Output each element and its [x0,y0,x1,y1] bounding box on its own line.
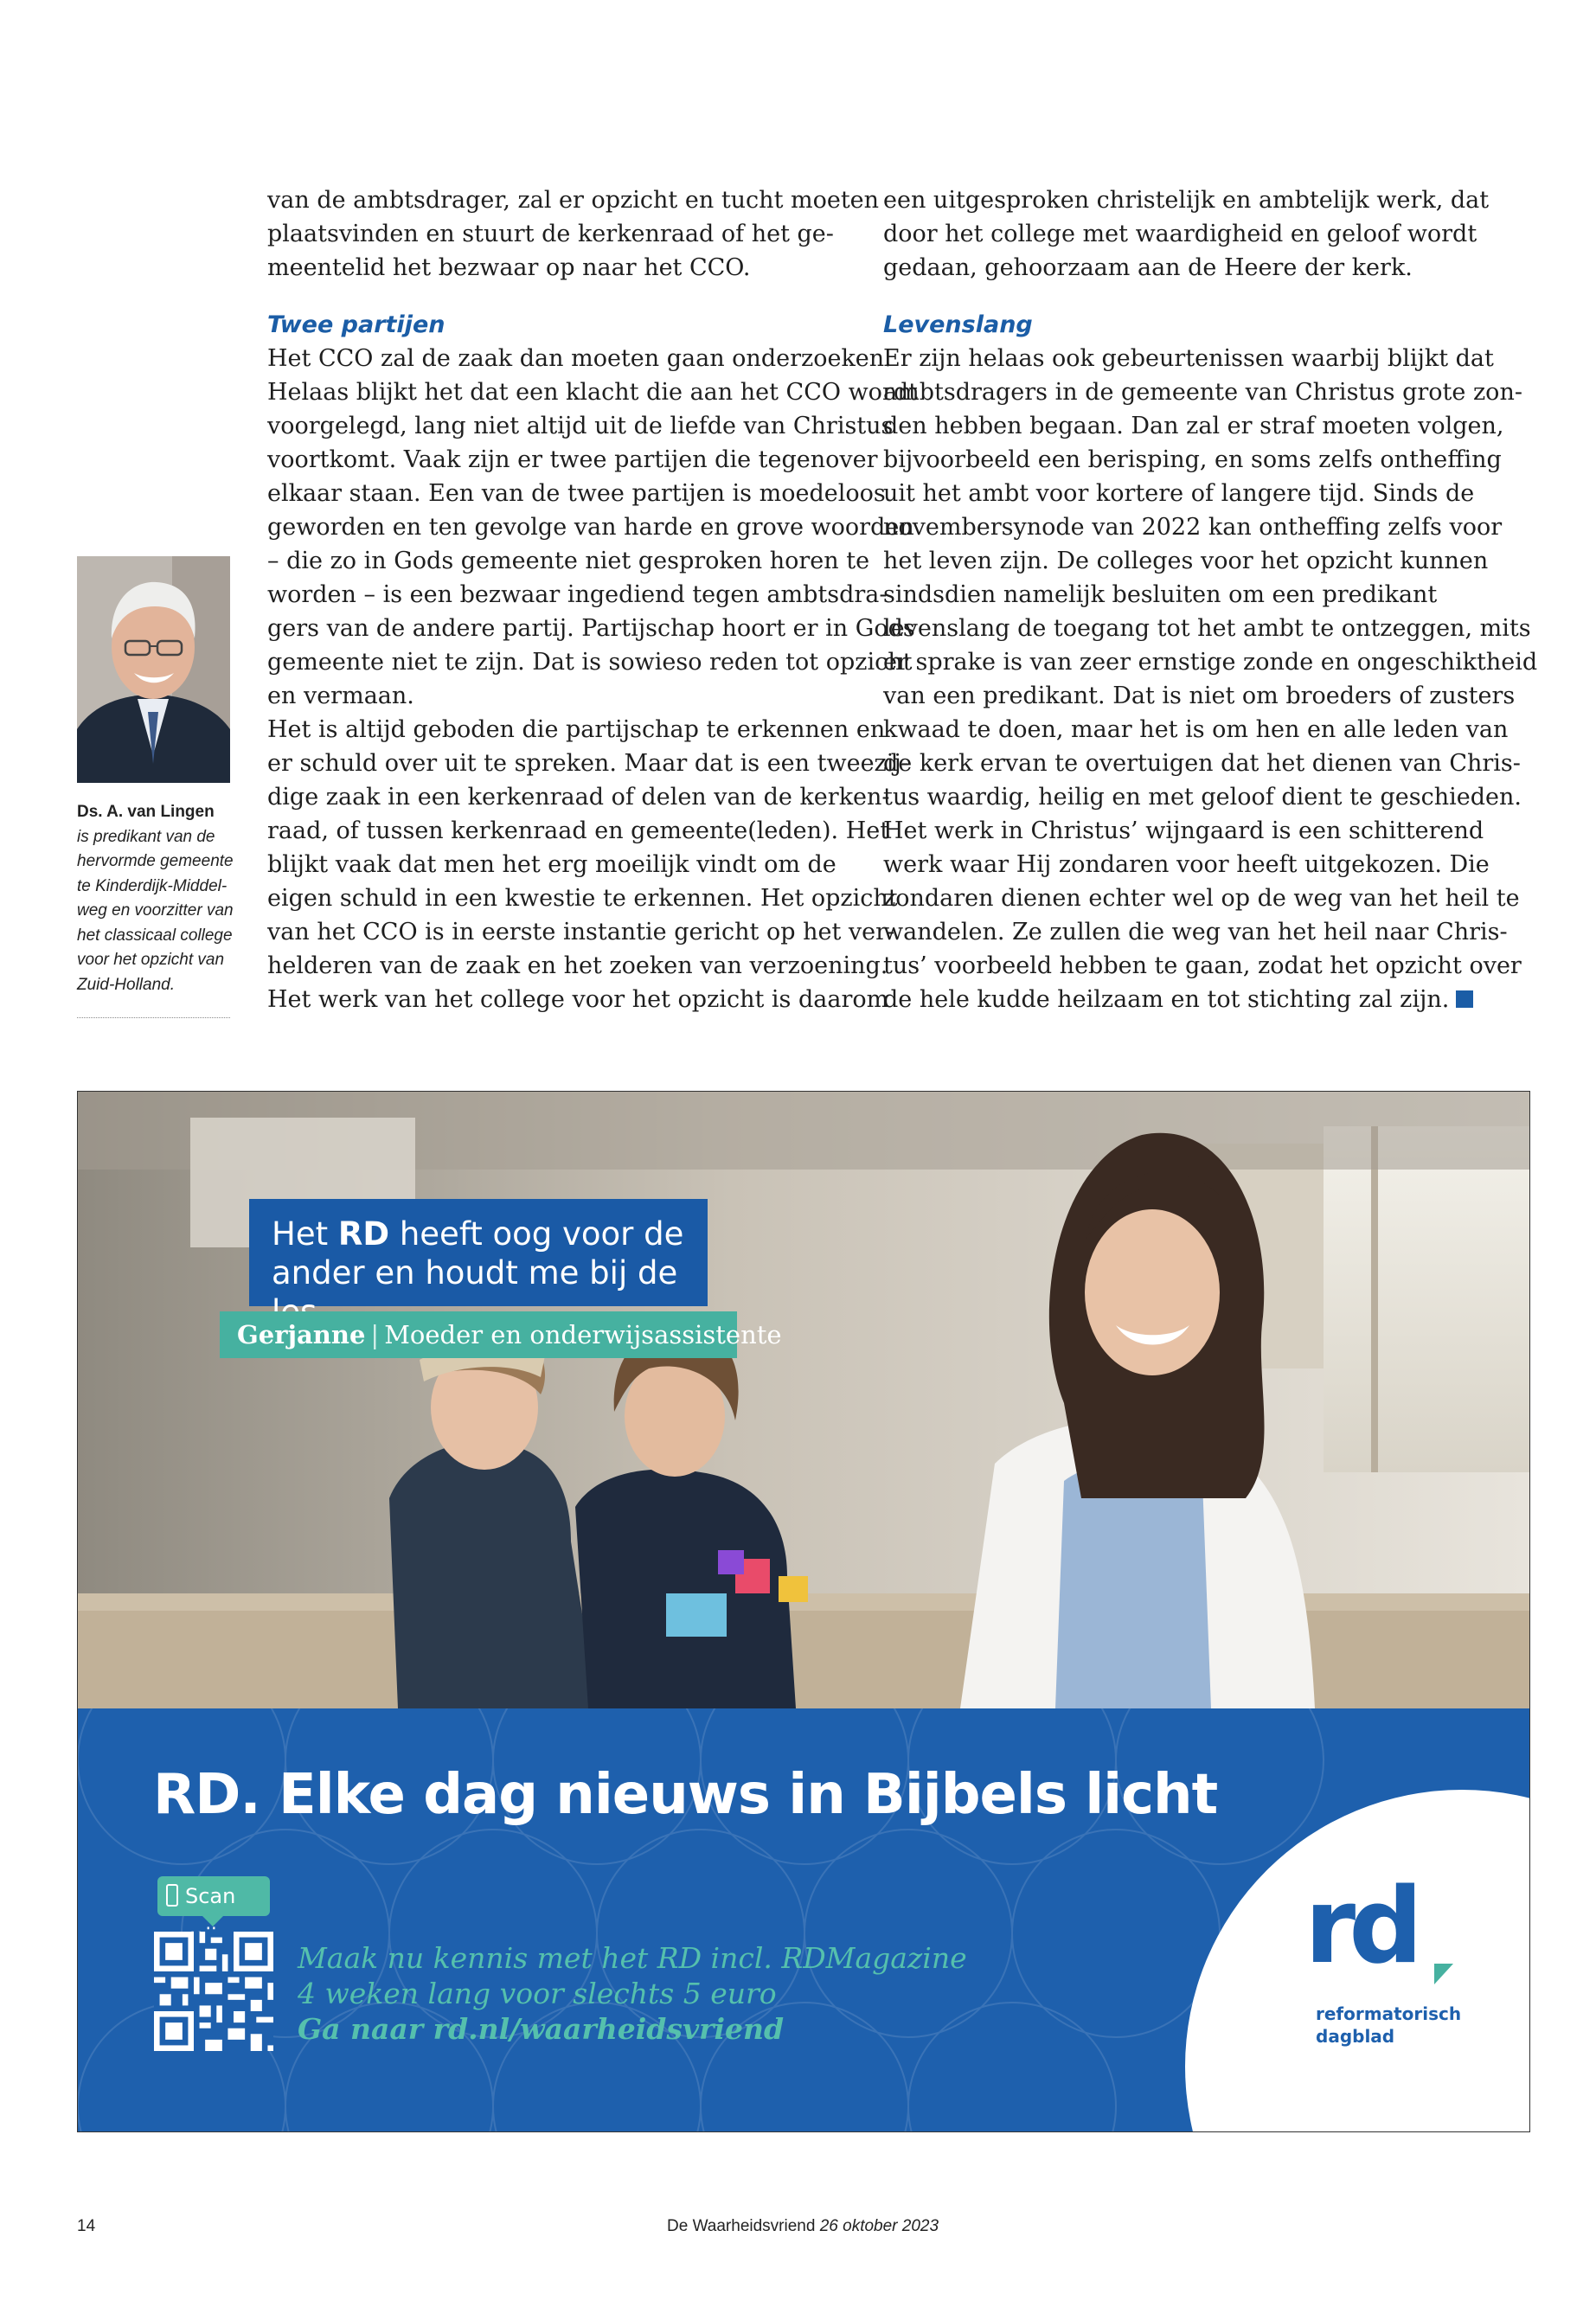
text-line: de hele kudde heilzaam en tot stichting zal zijn. [883,983,1456,1016]
text-line: den hebben begaan. Dan zal er straf moeten volgen, [883,413,1504,439]
text-line: geworden en ten gevolge van harde en grove woorden [267,514,914,541]
ad-url-link[interactable]: Ga naar rd.nl/waarheidsvriend [298,2012,785,2046]
text-line: voor het opzicht van [77,951,225,969]
text-line: Zuid-Holland. [77,975,175,994]
text-line: van de ambtsdrager, zal er opzicht en tucht moeten [267,187,880,214]
page-number: 14 [77,2217,96,2235]
author-rule [77,1017,230,1018]
text-line: weg en voorzitter van [77,901,234,920]
ad-headline: RD. Elke dag nieuws in Bijbels licht [153,1763,1218,1827]
text-line: gedaan, gehoorzaam aan de Heere der kerk. [883,254,1413,281]
text-line: – die zo in Gods gemeente niet gesproken horen te [267,548,870,574]
text-line: is predikant van de [77,827,215,846]
text-line: hervormde gemeente [77,852,234,870]
text-line: van een predikant. Dat is niet om broeders of zusters [883,683,1516,709]
text-line: novembersynode van 2022 kan ontheffing zelfs voor [883,514,1503,541]
ad-blue-band [78,1708,1529,2131]
text-line: er sprake is van zeer ernstige zonde en ongeschiktheid [883,649,1538,676]
rd-logo-mark [1304,1877,1460,1990]
text-line: gemeente niet te zijn. Dat is sowieso reden tot opzicht [267,649,913,676]
text-line: zondaren dienen echter wel op de weg van het heil te [883,885,1520,912]
svg-text:rd: rd [1304,1877,1417,1987]
author-photo [77,556,230,783]
subhead-levenslang: Levenslang [883,311,1033,338]
rd-advertisement[interactable] [77,1091,1530,2132]
article-column-left [267,183,918,1016]
ad-classroom-photo [78,1092,1529,1708]
text-line: te Kinderdijk-Middel- [77,876,228,895]
text-line: plaatsvinden en stuurt de kerkenraad of het ge- [267,221,834,247]
left-body [267,342,918,1016]
text-line: levenslang de toegang tot het ambt te ontzeggen, mits [883,615,1531,642]
text-line: meentelid het bezwaar op naar het CCO. [267,254,751,281]
text-line: voortkomt. Vaak zijn er twee partijen die tegenover [267,446,878,473]
ad-quote-box: Het RD heeft oog voor de ander en houdt me bij de [249,1199,708,1306]
text-line: blijkt vaak dat men het erg moeilijk vindt om de [267,851,836,878]
text-line: het leven zijn. De colleges voor het opzicht kunnen [883,548,1489,574]
text-line: helderen van de zaak en het zoeken van verzoening. [267,952,888,979]
text-line: en vermaan. [267,683,414,709]
text-line: Het werk van het college voor het opzicht is daarom [267,986,889,1013]
text-line: elkaar staan. Een van de twee partijen is moedeloos [267,480,886,507]
right-intro [883,183,1490,285]
text-line: voorgelegd, lang niet altijd uit de liefde van Christus [267,413,894,439]
rd-logo-text: reformatorisch dagblad [1316,2003,1462,2047]
subhead-twee-partijen: Twee partijen [267,311,445,338]
text-line: er schuld over uit te spreken. Maar dat is een tweezij- [267,750,909,777]
left-intro [267,183,880,285]
text-line: bijvoorbeeld een berisping, en soms zelfs ontheffing [883,446,1502,473]
text-line: Het is altijd geboden die partijschap te erkennen en [267,716,886,743]
qr-code[interactable] [154,1932,273,2051]
text-line: Het CCO zal de zaak dan moeten gaan onderzoeken. [267,345,892,372]
text-line: door het college met waardigheid en geloof wordt [883,221,1477,247]
text-line: de kerk ervan te overtuigen dat het dienen van Chris- [883,750,1521,777]
text-line: uit het ambt voor kortere of langere tijd. Sinds de [883,480,1475,507]
end-mark-icon [1456,990,1473,1008]
text-line: van het CCO is in eerste instantie gericht op het ver- [267,919,895,945]
text-line: het classicaal college [77,926,233,945]
text-line: worden – is een bezwaar ingediend tegen ambtsdra- [267,581,888,608]
text-line: Het werk in Christus’ wijngaard is een schitterend [883,817,1484,844]
text-line: eigen schuld in een kwestie te erkennen. Het opzicht [267,885,898,912]
text-line: raad, of tussen kerkenraad en gemeente(leden). Het [267,817,890,844]
text-line: Helaas blijkt het dat een klacht die aan het CCO wordt [267,379,918,406]
text-line: dige zaak in een kerkenraad of delen van de kerken- [267,784,890,811]
article-column-right [883,183,1538,1016]
right-body [883,342,1538,1016]
author-bio [77,825,234,998]
text-line: tus’ voorbeeld hebben te gaan, zodat het opzicht over [883,952,1522,979]
footer-magazine: De Waarheidsvriend 26 oktober 2023 [667,2217,939,2235]
text-line: een uitgesproken christelijk en ambtelijk werk, dat [883,187,1490,214]
text-line: ambtsdragers in de gemeente van Christus grote zon- [883,379,1522,406]
author-name: Ds. A. van Lingen [77,803,215,821]
text-line: wandelen. Ze zullen die weg van het heil naar Chris- [883,919,1508,945]
author-caption [77,800,234,997]
text-line: tus waardig, heilig en met geloof dient te geschieden. [883,784,1522,811]
scan-badge: Scan [157,1876,270,1916]
ad-offer: Maak nu kennis met het RD incl. RDMagazine 4 weken lang voor slechts 5 euro Ga naar rd.nl/waarheidsvriend [298,1941,967,2046]
text-line: kwaad te doen, maar het is om hen en alle leden van [883,716,1509,743]
text-line: Er zijn helaas ook gebeurtenissen waarbij blijkt dat [883,345,1494,372]
phone-icon [166,1884,178,1907]
ad-person-tag: Gerjanne | Moeder en onderwijsassistente [220,1311,737,1358]
text-line: werk waar Hij zondaren voor heeft uitgekozen. Die [883,851,1490,878]
text-line: gers van de andere partij. Partijschap hoort er in Gods [267,615,915,642]
text-line: sindsdien namelijk besluiten om een predikant [883,581,1438,608]
